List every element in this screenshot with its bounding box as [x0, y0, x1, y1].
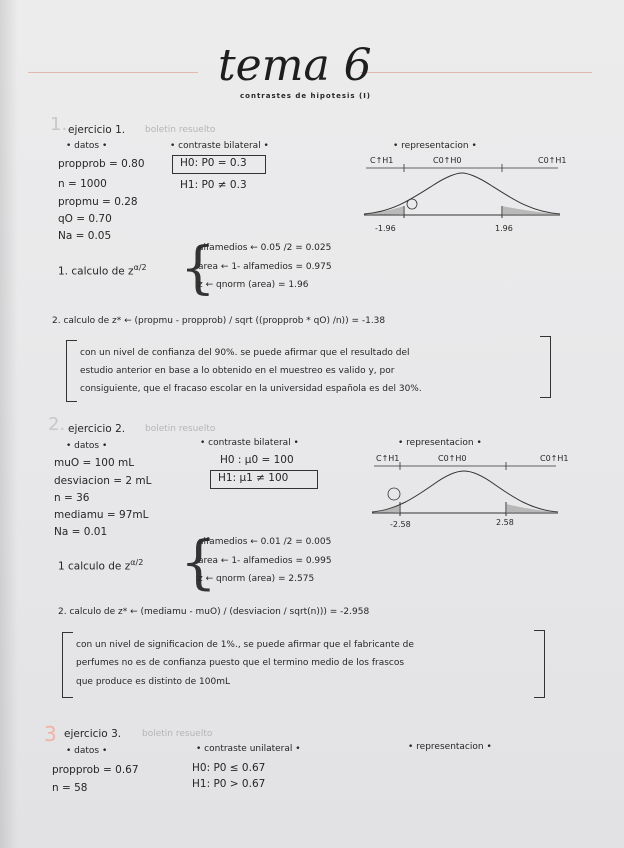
ex2-data-item: mediamu = 97mL: [54, 509, 149, 521]
ex1-data-item: propprob = 0.80: [58, 158, 145, 170]
ex1-conclusion-line: con un nivel de confianza del 90%. se puede afirmar que el resultado del: [80, 348, 410, 358]
ex1-step1-line: z ← qnorm (area) = 1.96: [198, 280, 309, 290]
ex1-data-item: qO = 0.70: [58, 213, 112, 225]
ex1-data-item: propmu = 0.28: [58, 196, 138, 208]
ex2-conclusion-line: que produce es distinto de 100mL: [76, 677, 230, 687]
page-title: tema 6: [218, 40, 372, 91]
ex3-number: 3: [44, 722, 57, 746]
ex1-contrast-label: • contraste bilateral •: [170, 141, 269, 151]
ex2-data-item: Na = 0.01: [54, 526, 108, 538]
ex2-heading: ejercicio 2.: [68, 423, 126, 435]
ex2-normal-curve-graph: [370, 458, 560, 520]
ex1-conclusion-bracket-left: [66, 340, 77, 402]
ex2-step1-brace: {: [180, 528, 217, 596]
ex1-graph-region-left: C↑H1: [370, 156, 394, 165]
ex2-conclusion-bracket-right: [534, 630, 545, 698]
ex1-normal-curve-graph: [362, 160, 562, 222]
ex2-step1-label: 1 calculo de $z^{\alpha/2}$: [58, 558, 144, 573]
ex2-number: 2.: [48, 414, 66, 435]
ex2-step1-line: area ← 1- alfamedios = 0.995: [198, 556, 332, 566]
ex2-step1-line: alfamedios ← 0.01 /2 = 0.005: [198, 537, 332, 547]
ex2-graph-region-right: C0↑H1: [540, 454, 569, 463]
title-rule-left: [28, 72, 198, 73]
ex1-graph-tick-right: 1.96: [495, 224, 513, 233]
ex1-conclusion-line: consiguiente, que el fracaso escolar en la universidad española es del 30%.: [80, 384, 422, 394]
ex1-step2: 2. calculo de z* ← (propmu - propprob) / sqrt ((propprob * qO) /n)) = -1.38: [52, 316, 386, 326]
ex2-h1: H1: μ1 ≠ 100: [218, 472, 289, 484]
ex2-conclusion-bracket-left: [62, 632, 73, 698]
ex1-representation-label: • representacion •: [393, 141, 477, 151]
ex2-conclusion-line: perfumes no es de confianza puesto que el termino medio de los frascos: [76, 658, 405, 668]
ex2-data-label: • datos •: [66, 441, 108, 451]
ex1-data-item: n = 1000: [58, 178, 107, 190]
title-rule-right: [360, 72, 592, 73]
ex1-h1: H1: P0 ≠ 0.3: [180, 179, 247, 191]
ex2-data-item: n = 36: [54, 492, 90, 504]
ex2-h0: H0 : μ0 = 100: [220, 454, 294, 466]
ex1-number: 1.: [50, 114, 68, 135]
ex2-graph-region-center: C0↑H0: [438, 454, 467, 463]
page-edge-shadow: [0, 0, 18, 848]
ex2-graph-tick-left: -2.58: [390, 520, 411, 529]
ex2-step2: 2. calculo de z* ← (mediamu - muO) / (desviacion / sqrt(n))) = -2.958: [58, 607, 370, 617]
ex2-step1-line: z ← qnorm (area) = 2.575: [198, 574, 315, 584]
ex1-data-label: • datos •: [66, 141, 108, 151]
ex3-data-item: n = 58: [52, 782, 88, 794]
ex2-representation-label: • representacion •: [398, 438, 482, 448]
ex3-data-label: • datos •: [66, 746, 108, 756]
ex1-heading: ejercicio 1.: [68, 124, 126, 136]
page-subtitle: contrastes de hipotesis (I): [240, 92, 371, 100]
ex1-graph-tick-left: -1.96: [375, 224, 396, 233]
ex2-graph-tick-right: 2.58: [496, 518, 514, 527]
ex3-heading-note: boletin resuelto: [142, 729, 213, 739]
ex2-heading-note: boletin resuelto: [145, 424, 216, 434]
ex3-representation-label: • representacion •: [408, 742, 492, 752]
ex2-conclusion-line: con un nivel de significacion de 1%., se puede afirmar que el fabricante de: [76, 640, 414, 650]
ex1-heading-note: boletin resuelto: [145, 125, 216, 135]
ex1-step1-label: 1. calculo de $z^{\alpha/2}$: [58, 263, 147, 278]
ex1-conclusion-bracket-right: [540, 336, 551, 398]
ex1-step1-line: alfamedios ← 0.05 /2 = 0.025: [198, 243, 332, 253]
ex3-h0: H0: P0 ≤ 0.67: [192, 762, 266, 774]
ex1-step1-brace: {: [180, 236, 216, 301]
ex1-step1-line: area ← 1- alfamedios = 0.975: [198, 262, 332, 272]
ex2-graph-region-left: C↑H1: [376, 454, 400, 463]
ex1-data-item: Na = 0.05: [58, 230, 112, 242]
ex1-graph-region-center: C0↑H0: [433, 156, 462, 165]
ex1-h0: H0: P0 = 0.3: [180, 157, 247, 169]
ex3-h1: H1: P0 > 0.67: [192, 778, 266, 790]
ex3-data-item: propprob = 0.67: [52, 764, 139, 776]
ex2-contrast-label: • contraste bilateral •: [200, 438, 299, 448]
ex1-conclusion-line: estudio anterior en base a lo obtenido en el muestreo es valido y, por: [80, 366, 395, 376]
ex2-data-item: muO = 100 mL: [54, 457, 135, 469]
ex1-graph-region-right: C0↑H1: [538, 156, 567, 165]
ex3-heading: ejercicio 3.: [64, 728, 122, 740]
ex3-contrast-label: • contraste unilateral •: [196, 744, 301, 754]
ex2-data-item: desviacion = 2 mL: [54, 475, 152, 487]
